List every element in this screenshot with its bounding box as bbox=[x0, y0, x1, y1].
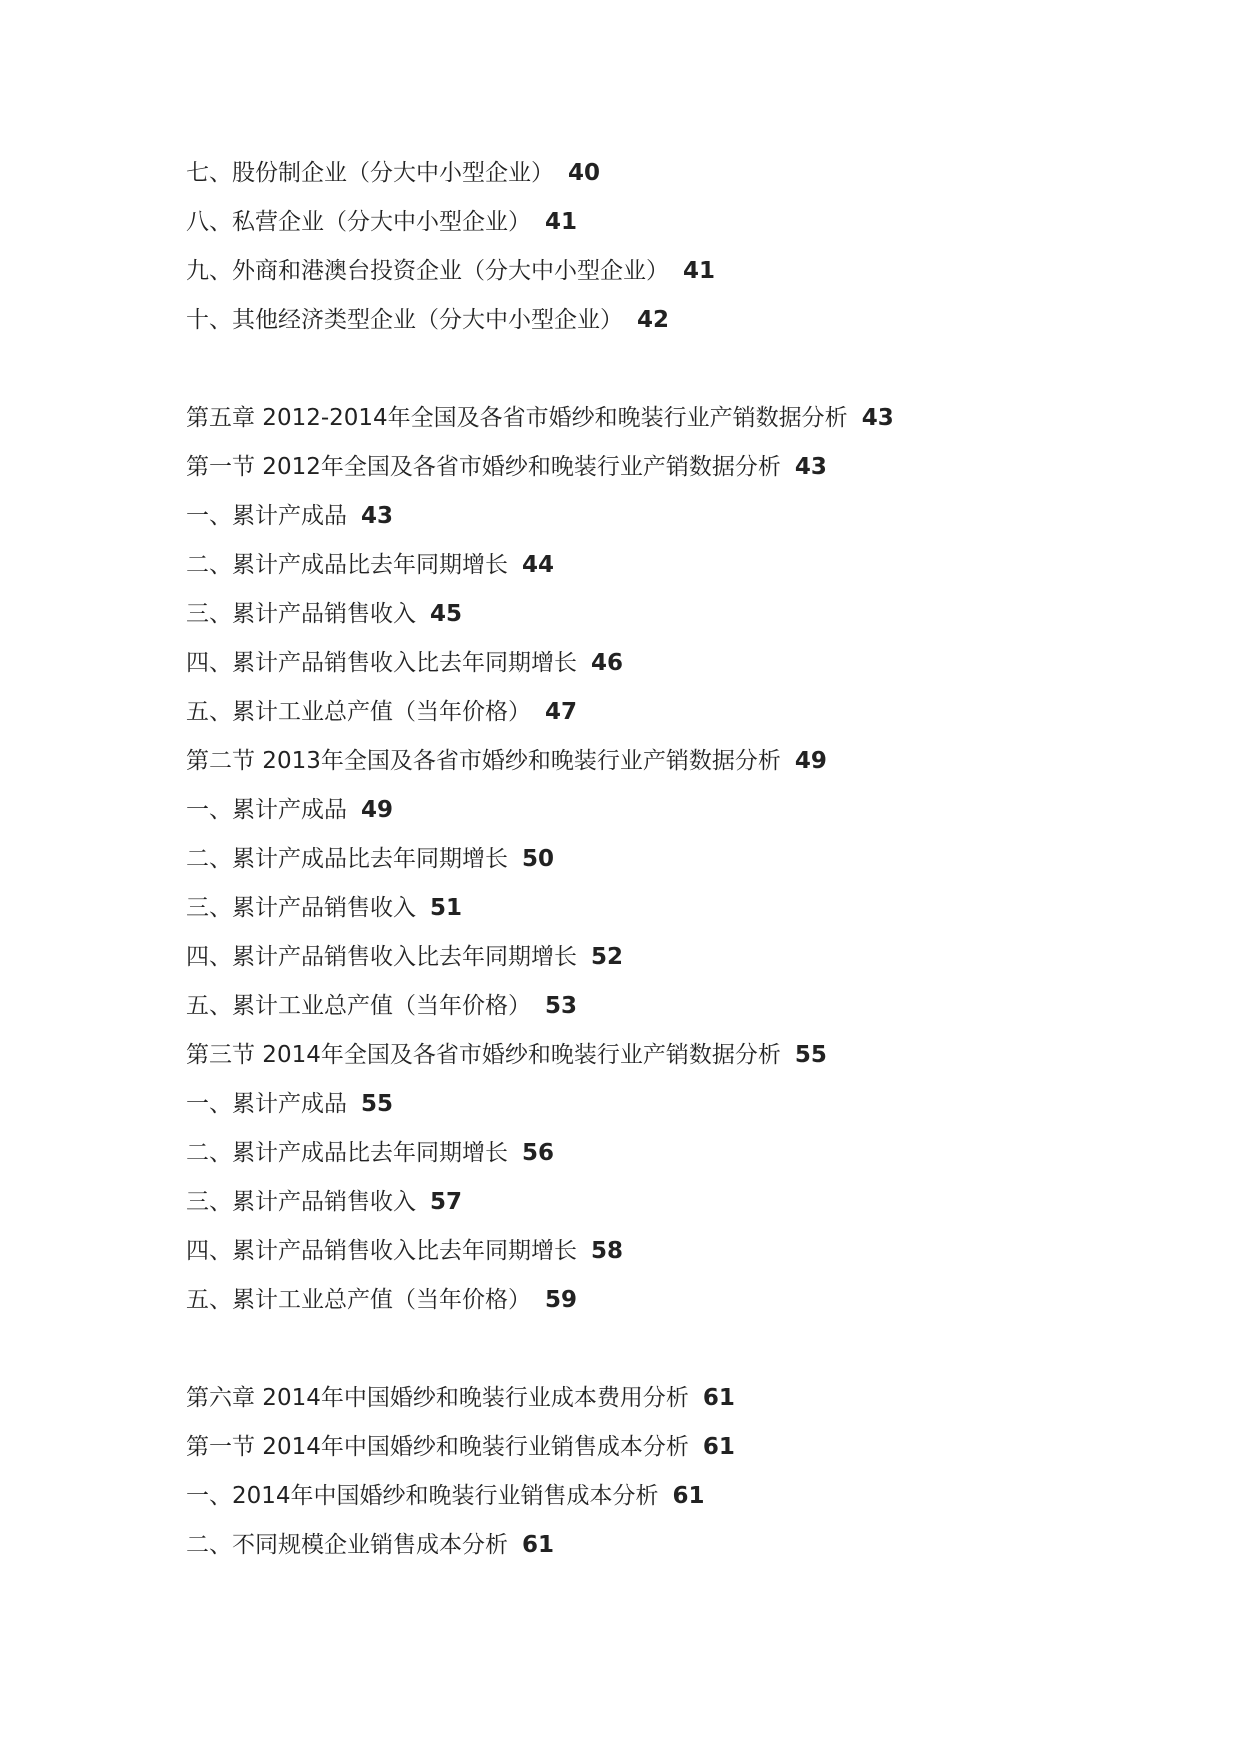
toc-chapter bbox=[186, 1383, 735, 1413]
toc-entry-title: 一、2014年中国婚纱和晚装行业销售成本分析 bbox=[186, 1483, 659, 1509]
toc-entry-page: 44 bbox=[522, 552, 555, 578]
toc-entry-title: 第一节 2014年中国婚纱和晚装行业销售成本分析 bbox=[186, 1434, 689, 1460]
toc-entry-title: 第一节 2012年全国及各省市婚纱和晚装行业产销数据分析 bbox=[186, 454, 781, 480]
toc-entry-title: 一、累计产成品 bbox=[186, 797, 347, 823]
toc-entry-title: 二、累计产成品比去年同期增长 bbox=[186, 846, 508, 872]
toc-entry-page: 50 bbox=[522, 846, 555, 872]
toc-entry-page: 61 bbox=[522, 1532, 555, 1558]
toc-entry bbox=[186, 844, 554, 874]
toc-entry-page: 51 bbox=[430, 895, 463, 921]
toc-entry bbox=[186, 1285, 577, 1315]
toc-entry-title: 三、累计产品销售收入 bbox=[186, 1189, 416, 1215]
toc-entry bbox=[186, 305, 669, 335]
toc-entry bbox=[186, 256, 715, 286]
toc-entry-title: 四、累计产品销售收入比去年同期增长 bbox=[186, 650, 577, 676]
toc-section bbox=[186, 1432, 735, 1462]
toc-entry-page: 47 bbox=[545, 699, 578, 725]
toc-entry-title: 十、其他经济类型企业（分大中小型企业） bbox=[186, 307, 623, 333]
toc-entry-title: 一、累计产成品 bbox=[186, 1091, 347, 1117]
toc-entry bbox=[186, 1530, 554, 1560]
toc-entry bbox=[186, 1236, 623, 1266]
toc-entry bbox=[186, 1187, 462, 1217]
toc-entry-title: 第六章 2014年中国婚纱和晚装行业成本费用分析 bbox=[186, 1385, 689, 1411]
toc-entry-title: 四、累计产品销售收入比去年同期增长 bbox=[186, 1238, 577, 1264]
toc-entry-page: 41 bbox=[683, 258, 716, 284]
toc-section bbox=[186, 746, 827, 776]
toc-entry bbox=[186, 942, 623, 972]
toc-entry-page: 55 bbox=[794, 1042, 827, 1068]
toc-entry bbox=[186, 1089, 393, 1119]
toc-entry-title: 二、累计产成品比去年同期增长 bbox=[186, 552, 508, 578]
toc-entry-title: 七、股份制企业（分大中小型企业） bbox=[186, 160, 554, 186]
toc-entry-page: 59 bbox=[545, 1287, 578, 1313]
toc-entry-page: 53 bbox=[545, 993, 578, 1019]
toc-entry-title: 五、累计工业总产值（当年价格） bbox=[186, 699, 531, 725]
toc-entry-title: 九、外商和港澳台投资企业（分大中小型企业） bbox=[186, 258, 669, 284]
toc-entry-title: 一、累计产成品 bbox=[186, 503, 347, 529]
toc-entry-page: 43 bbox=[794, 454, 827, 480]
toc-entry-page: 61 bbox=[672, 1483, 705, 1509]
toc-entry-title: 第五章 2012-2014年全国及各省市婚纱和晚装行业产销数据分析 bbox=[186, 405, 848, 431]
toc-entry bbox=[186, 207, 577, 237]
toc-entry bbox=[186, 1481, 705, 1511]
toc-entry-page: 61 bbox=[702, 1385, 735, 1411]
toc-entry-title: 第二节 2013年全国及各省市婚纱和晚装行业产销数据分析 bbox=[186, 748, 781, 774]
toc-entry bbox=[186, 599, 462, 629]
toc-entry-title: 四、累计产品销售收入比去年同期增长 bbox=[186, 944, 577, 970]
toc-entry-title: 五、累计工业总产值（当年价格） bbox=[186, 993, 531, 1019]
toc-chapter bbox=[186, 403, 894, 433]
toc-entry-title: 第三节 2014年全国及各省市婚纱和晚装行业产销数据分析 bbox=[186, 1042, 781, 1068]
toc-entry bbox=[186, 648, 623, 678]
toc-entry bbox=[186, 1138, 554, 1168]
toc-section bbox=[186, 1040, 827, 1070]
toc-entry bbox=[186, 697, 577, 727]
toc-entry-page: 58 bbox=[591, 1238, 624, 1264]
toc-entry bbox=[186, 550, 554, 580]
toc-entry-page: 42 bbox=[637, 307, 670, 333]
toc-entry bbox=[186, 158, 600, 188]
toc-entry-page: 46 bbox=[591, 650, 624, 676]
toc-entry-page: 56 bbox=[522, 1140, 555, 1166]
toc-entry-title: 二、不同规模企业销售成本分析 bbox=[186, 1532, 508, 1558]
toc-entry bbox=[186, 501, 393, 531]
toc-entry-page: 45 bbox=[430, 601, 463, 627]
toc-entry-page: 43 bbox=[861, 405, 894, 431]
toc-entry-page: 52 bbox=[591, 944, 624, 970]
toc-entry-page: 57 bbox=[430, 1189, 463, 1215]
toc-entry-page: 61 bbox=[702, 1434, 735, 1460]
toc-entry-title: 八、私营企业（分大中小型企业） bbox=[186, 209, 531, 235]
toc-entry-title: 二、累计产成品比去年同期增长 bbox=[186, 1140, 508, 1166]
toc-entry bbox=[186, 991, 577, 1021]
toc-entry-page: 49 bbox=[794, 748, 827, 774]
toc-section bbox=[186, 452, 827, 482]
toc-entry-title: 三、累计产品销售收入 bbox=[186, 895, 416, 921]
toc-entry-page: 55 bbox=[361, 1091, 394, 1117]
toc-entry bbox=[186, 893, 462, 923]
toc-entry-title: 五、累计工业总产值（当年价格） bbox=[186, 1287, 531, 1313]
toc-entry bbox=[186, 795, 393, 825]
toc-entry-page: 49 bbox=[361, 797, 394, 823]
toc-entry-page: 40 bbox=[568, 160, 601, 186]
toc-entry-title: 三、累计产品销售收入 bbox=[186, 601, 416, 627]
toc-entry-page: 41 bbox=[545, 209, 578, 235]
toc-entry-page: 43 bbox=[361, 503, 394, 529]
